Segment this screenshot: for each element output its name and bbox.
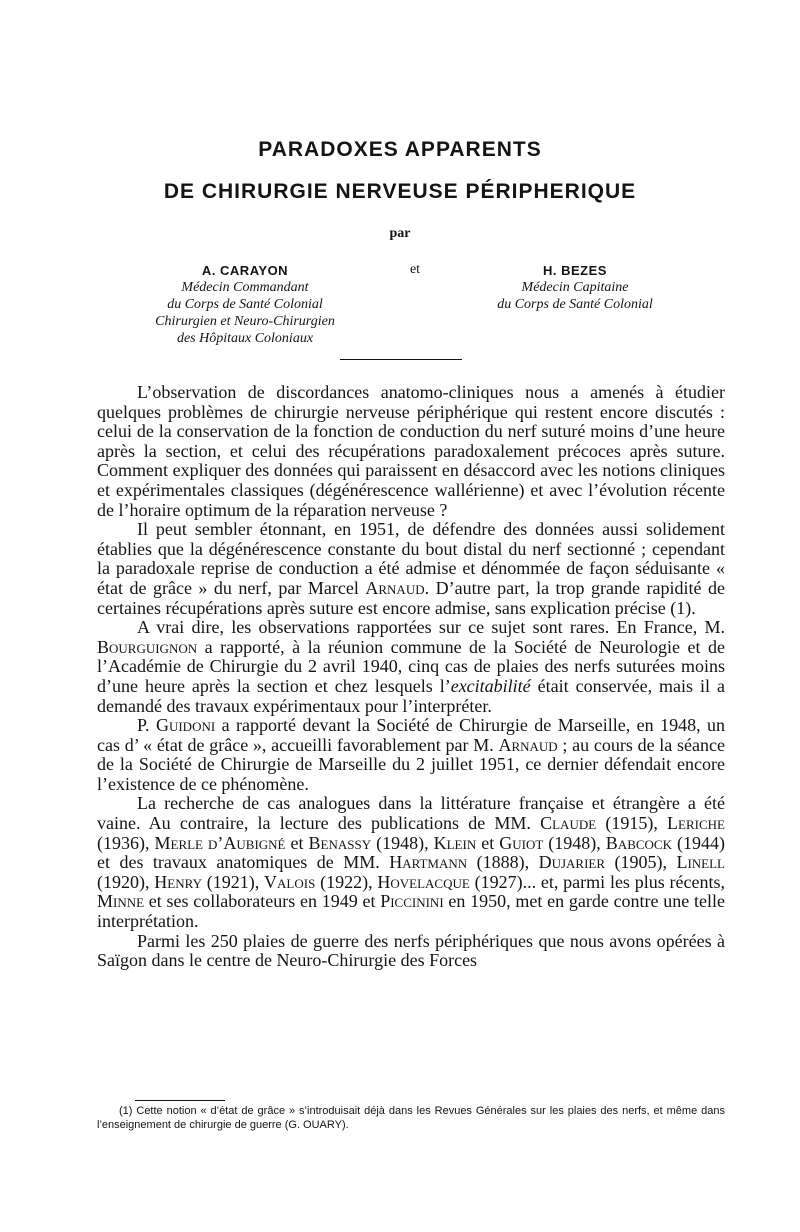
footnote-divider xyxy=(135,1100,225,1101)
author-1-name: A. CARAYON xyxy=(201,263,289,278)
paragraph-4: P. Guidoni a rapporté devant la Société de Chirurgie de Marseille, en 1948, un cas d’ « état de grâce », accueilli favorablement par M. Arnaud ; au cours de la séance de la Société de Chirurgie de Marseille du 2 juillet 1951, ce dernier défendait encore l’existence de ce phénomène. xyxy=(97,715,726,794)
footnote xyxy=(97,1104,725,1132)
paragraph-1: L’observation de discordances anatomo-cliniques nous a amenés à étudier quelques problèmes de chirurgie nerveuse périphérique qui restent encore discutés : celui de la conservation de la fonction de conduction du nerf suturé moins d’une heure après la section, et celui des récupérations paradoxalement précoces après suture. Comment expliquer des données qui paraissent en désaccord avec les notions cliniques et expérimentales classiques (dégénérescence wallérienne) et avec l’évolution récente de l’horaire optimum de la réparation nerveuse ? xyxy=(97,382,725,520)
paragraph-3: A vrai dire, les observations rapportées sur ce sujet sont rares. En France, M. Bourguignon a rapporté, à la réunion commune de la Société de Neurologie et de l’Académie de Chirurgie du 2 avril 1940, cinq cas de plaies des nerfs suturées moins d’une heure après la section et chez lesquels l’excitabilité était conservée, mais il a demandé des travaux expérimentaux pour l’interpréter. xyxy=(97,617,725,716)
byline-par: par xyxy=(389,226,411,241)
author-1-role-1: Médecin Commandant xyxy=(181,280,309,295)
paragraph-2: Il peut sembler étonnant, en 1951, de défendre des données aussi solidement établies que la dégénérescence constante du bout distal du nerf sectionné ; cependant la paradoxale reprise de conduction a été admise et dénommée de façon séduisante « état de grâce » du nerf, par Marcel Arnaud. D’autre part, la trop grande rapidité de certaines récupérations après suture est encore admise, sans explication précise (1). xyxy=(97,519,725,618)
author-1 xyxy=(110,262,380,347)
author-2 xyxy=(440,262,710,313)
title-line-1: PARADOXES APPARENTS xyxy=(258,138,542,161)
emphasis: excitabilité xyxy=(450,675,531,696)
author-ref: Guidoni xyxy=(155,715,216,736)
header-divider xyxy=(340,359,462,360)
paragraph-5: La recherche de cas analogues dans la littérature française et étrangère a été vaine. Au contraire, la lecture des publications de MM. Claude (1915), Leriche (1936), Merle d’Aubigné et Benassy (1948), Klein et Guiot (1948), Babcock (1944) et des travaux anatomiques de MM. Hartmann (1888), Dujarier (1905), Linell (1920), Henry (1921), Valois (1922), Hovelacque (1927)... et, parmi les plus récents, Minne et ses collaborateurs en 1949 et Piccinini en 1950, met en garde contre une telle interprétation. xyxy=(97,793,726,932)
footnote-text: (1) Cette notion « d’état de grâce » s’introduisait déjà dans les Revues Générales sur les plaies des nerfs, et même dans l’enseignement de chirurgie de guerre (G. OUARY). xyxy=(97,1105,725,1131)
author-1-role-4: des Hôpitaux Coloniaux xyxy=(176,331,314,346)
author-1-role-3: Chirurgien et Neuro-Chirurgien xyxy=(155,314,335,329)
author-ref: Bourguignon xyxy=(97,636,198,657)
author-ref: Arnaud xyxy=(365,577,425,598)
article-body xyxy=(97,383,725,971)
title-line-2: DE CHIRURGIE NERVEUSE PÉRIPHERIQUE xyxy=(163,180,637,203)
author-ref: Arnaud xyxy=(498,734,558,755)
author-1-role-2: du Corps de Santé Colonial xyxy=(167,297,323,312)
paragraph-6: Parmi les 250 plaies de guerre des nerfs périphériques que nous avons opérées à Saïgon dans le centre de Neuro-Chirurgie des Forces xyxy=(97,930,725,971)
author-2-name: H. BEZES xyxy=(543,263,607,278)
author-2-role-2: du Corps de Santé Colonial xyxy=(497,297,653,312)
author-conjunction: et xyxy=(409,262,421,277)
author-2-role-1: Médecin Capitaine xyxy=(521,280,629,295)
